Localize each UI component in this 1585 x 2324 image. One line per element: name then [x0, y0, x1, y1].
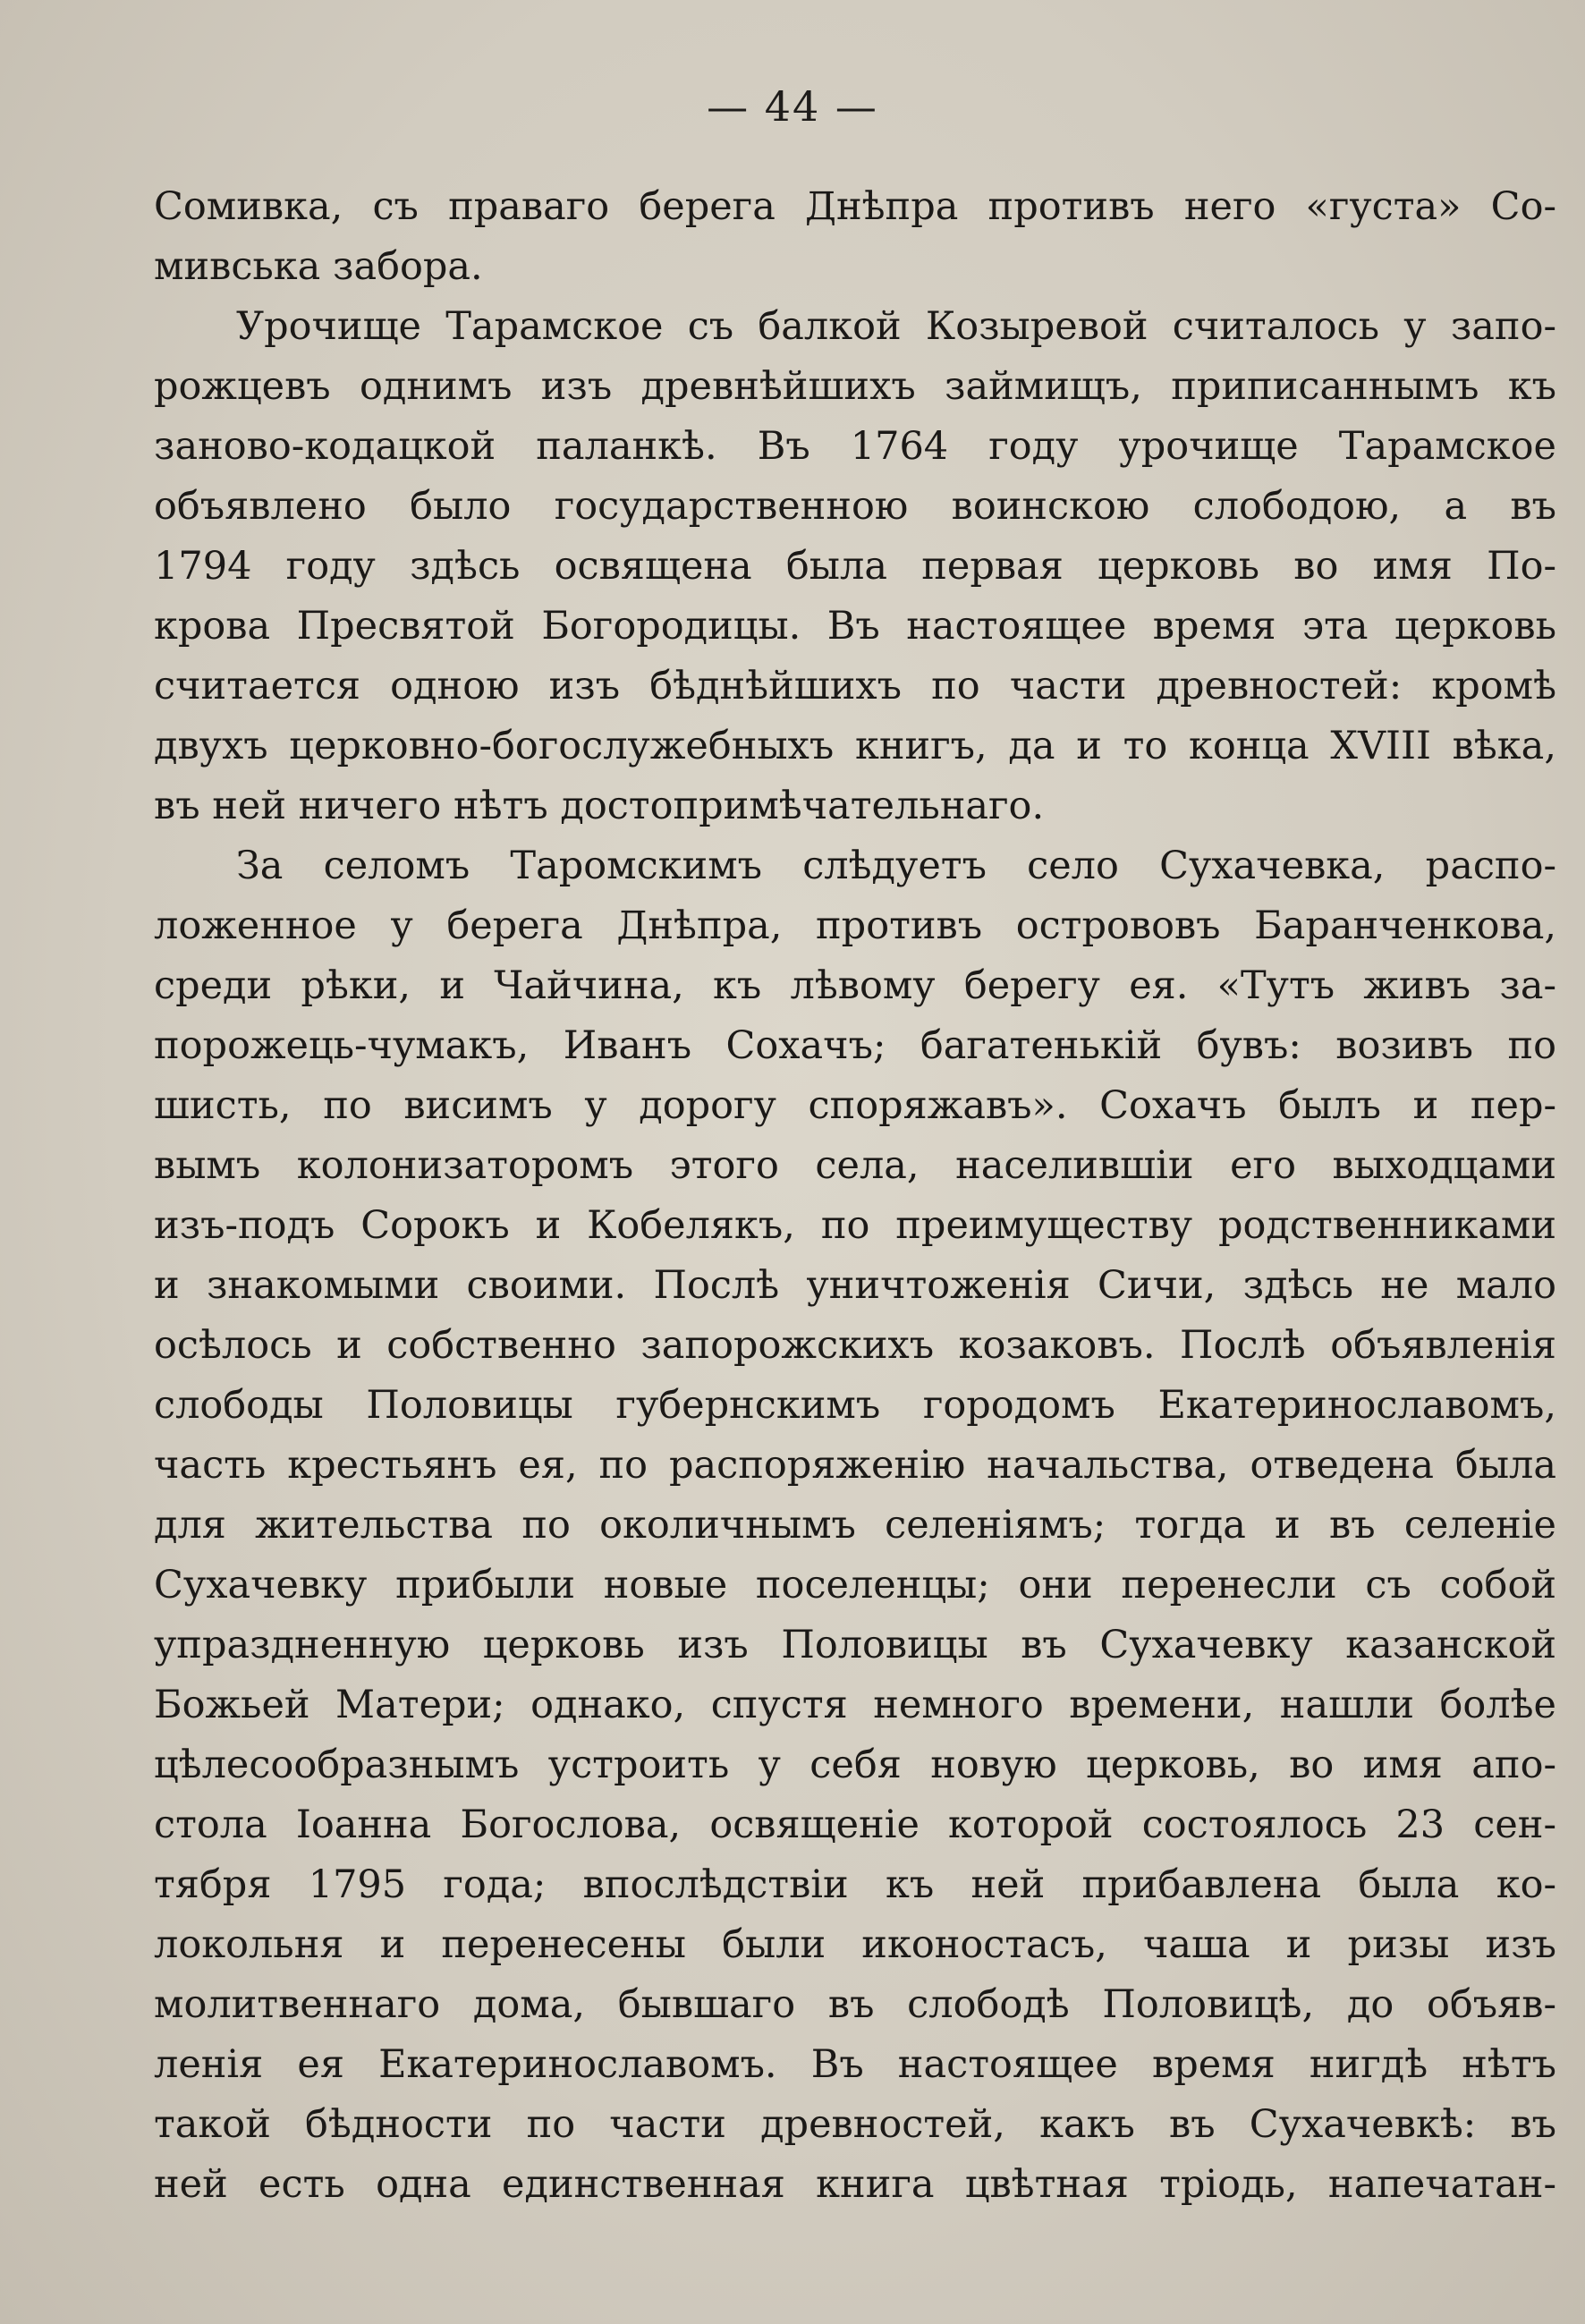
text-line: среди рѣки, и Чайчина, къ лѣвому берегу ея. «Тутъ живъ за-: [154, 963, 1556, 1008]
text-line: въ ней ничего нѣтъ достопримѣчательнаго.: [154, 784, 1045, 828]
text-line: ленія ея Екатеринославомъ. Въ настоящее время нигдѣ нѣтъ: [154, 2042, 1556, 2087]
text-line: рожцевъ однимъ изъ древнѣйшихъ займищъ, приписаннымъ къ: [154, 364, 1556, 409]
text-line: изъ-подъ Сорокъ и Кобелякъ, по преимуществу родственниками: [154, 1203, 1556, 1248]
text-line: заново-кодацкой паланкѣ. Въ 1764 году урочище Тарамское: [154, 424, 1556, 469]
text-line: осѣлось и собственно запорожскихъ козаковъ. Послѣ объявленія: [154, 1323, 1556, 1368]
text-line: Сомивка, съ праваго берега Днѣпра противъ него «густа» Со-: [154, 184, 1556, 229]
text-line: считается одною изъ бѣднѣйшихъ по части древностей: кромѣ: [154, 664, 1556, 708]
text-line: мивська забора.: [154, 244, 483, 289]
text-line: Урочище Тарамское съ балкой Козыревой считалось у запо-: [236, 304, 1556, 349]
body-text: [154, 177, 1556, 2215]
text-line: 1794 году здѣсь освящена была первая церковь во имя По-: [154, 544, 1556, 589]
page-number: — 44 —: [707, 82, 878, 131]
text-line: порожець-чумакъ, Иванъ Сохачъ; багатенькій бувъ: возивъ по: [154, 1023, 1556, 1068]
text-line: Сухачевку прибыли новые поселенцы; они перенесли съ собой: [154, 1563, 1556, 1607]
text-line: локольня и перенесены были иконостасъ, чаша и ризы изъ: [154, 1922, 1556, 1967]
text-line: для жительства по околичнымъ селеніямъ; тогда и въ селеніе: [154, 1503, 1556, 1548]
text-line: упраздненную церковь изъ Половицы въ Сухачевку казанской: [154, 1623, 1556, 1667]
text-line: крова Пресвятой Богородицы. Въ настоящее время эта церковь: [154, 604, 1556, 649]
text-line: ней есть одна единственная книга цвѣтная тріодь, напечатан-: [154, 2162, 1556, 2207]
text-line: молитвеннаго дома, бывшаго въ слободѣ Половицѣ, до объяв-: [154, 1982, 1556, 2027]
text-line: часть крестьянъ ея, по распоряженію начальства, отведена была: [154, 1443, 1556, 1488]
text-line: Божьей Матери; однако, спустя немного времени, нашли болѣе: [154, 1683, 1556, 1727]
text-line: такой бѣдности по части древностей, какъ въ Сухачевкѣ: въ: [154, 2102, 1556, 2147]
text-line: вымъ колонизаторомъ этого села, населившіи его выходцами: [154, 1143, 1556, 1188]
text-line: ложенное у берега Днѣпра, противъ острововъ Баранченкова,: [154, 903, 1556, 948]
text-line: стола Іоанна Богослова, освященіе которой состоялось 23 сен-: [154, 1802, 1556, 1847]
text-line: тября 1795 года; впослѣдствіи къ ней прибавлена была ко-: [154, 1862, 1556, 1907]
text-line: объявлено было государственною воинскою слободою, а въ: [154, 484, 1556, 529]
text-line: и знакомыми своими. Послѣ уничтоженія Сичи, здѣсь не мало: [154, 1263, 1556, 1308]
text-line: За селомъ Таромскимъ слѣдуетъ село Сухачевка, распо-: [236, 844, 1556, 888]
text-line: шисть, по висимъ у дорогу споряжавъ». Сохачъ былъ и пер-: [154, 1083, 1556, 1128]
text-line: двухъ церковно-богослужебныхъ книгъ, да и то конца XVIII вѣка,: [154, 724, 1556, 768]
text-line: слободы Половицы губернскимъ городомъ Екатеринославомъ,: [154, 1383, 1556, 1428]
text-line: цѣлесообразнымъ устроить у себя новую церковь, во имя апо-: [154, 1743, 1556, 1787]
